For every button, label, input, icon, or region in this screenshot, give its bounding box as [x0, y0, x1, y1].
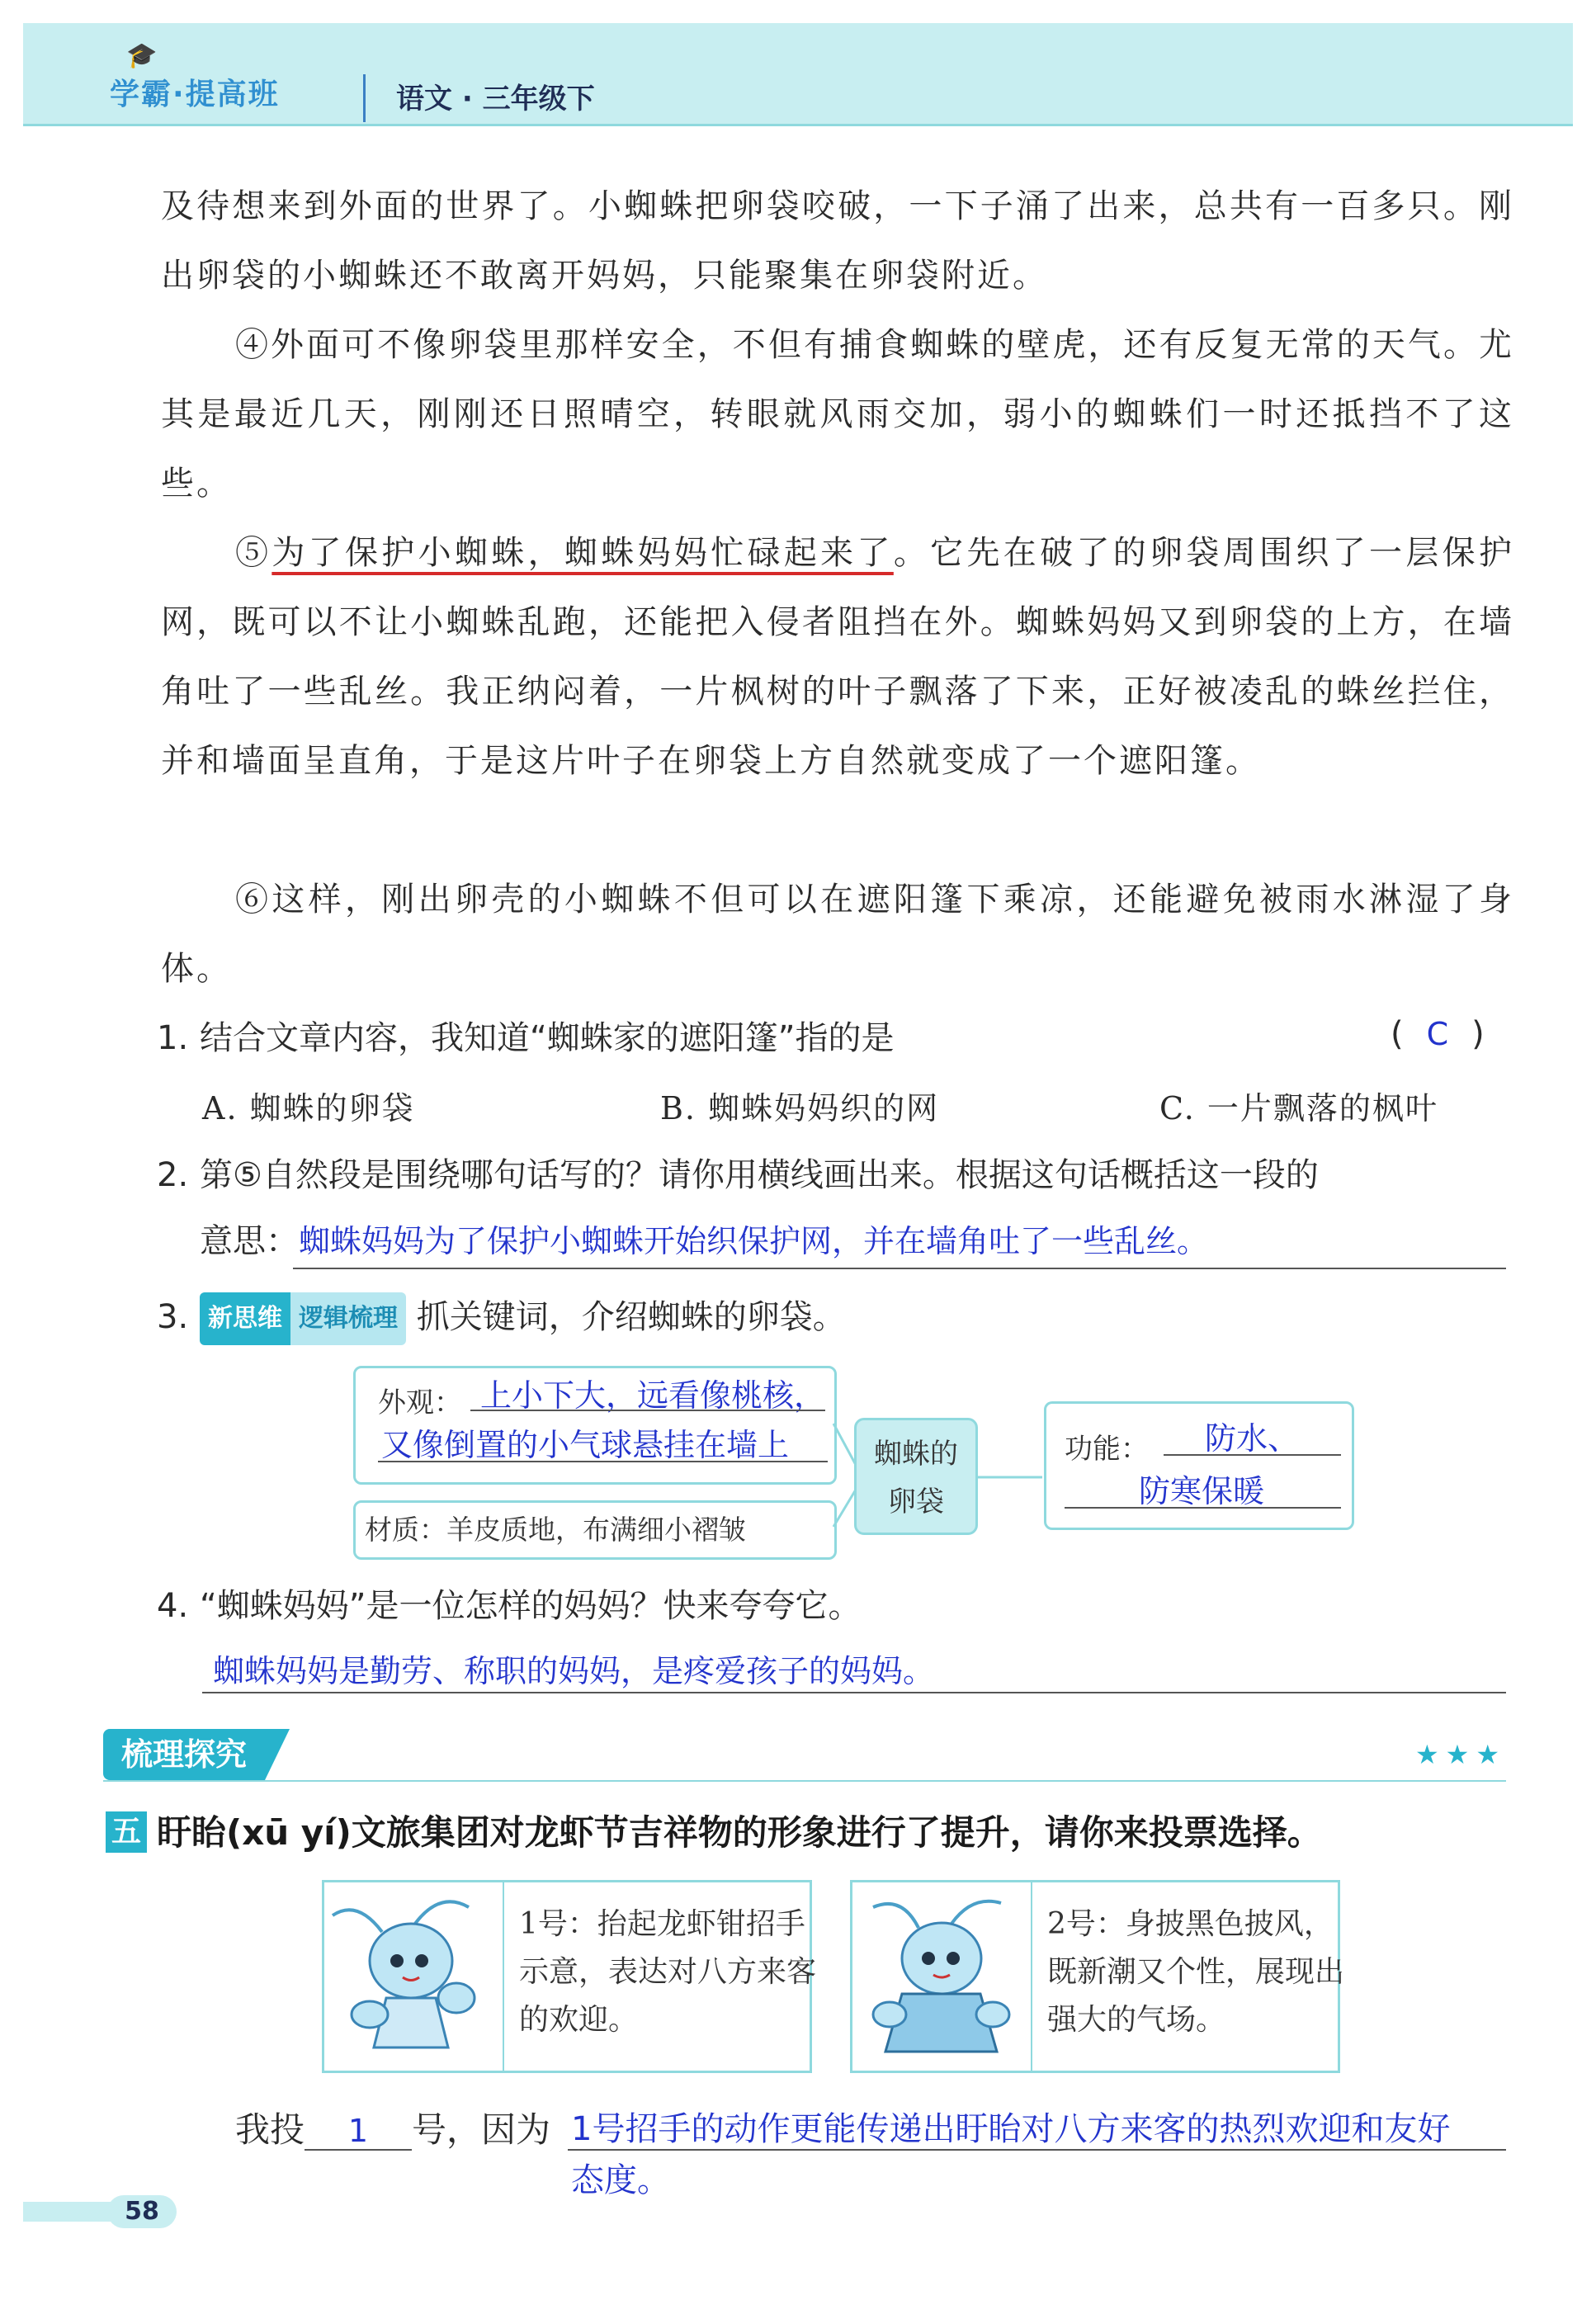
- appearance-line-1[interactable]: [470, 1410, 825, 1411]
- page-number-strip: [23, 2202, 114, 2222]
- function-line-2[interactable]: [1065, 1507, 1341, 1509]
- header-divider: [363, 74, 366, 122]
- function-answer-1: 防水、: [1205, 1420, 1300, 1457]
- graduation-cap-icon: 🎓: [126, 41, 158, 70]
- mascot-card-1[interactable]: [322, 1880, 817, 2073]
- question-1: [157, 1013, 894, 1063]
- brand-title: 学霸·提高班: [110, 78, 280, 111]
- lobster-mascot-waving-icon: [324, 1882, 503, 2071]
- question-1-number: 1.: [157, 1019, 189, 1057]
- question-3-text: 抓关键词，介绍蜘蛛的卵袋。: [416, 1298, 846, 1336]
- passage-paragraph-continued: 及待想来到外面的世界了。小蜘蛛把卵袋咬破，一下子涌了出来，总共有一百多只。刚出卵袋的小蜘蛛还不敢离开妈妈，只能聚集在卵袋附近。: [161, 187, 1514, 295]
- mascot-1-picture: [324, 1882, 504, 2071]
- paragraph-5-rest: 。它先在破了的卵袋周围织了一层保护网，既可以不让小蜘蛛乱跑，还能把入侵者阻挡在外。蜘蛛妈妈又到卵袋的上方，在墙角吐了一些乱丝。我正纳闷着，一片枫树的叶子飘落了下来，正好被凌乱的蛛丝拦住，并和墙面呈直角，于是这片叶子在卵袋上方自然就变成了一个遮阳篷。: [161, 534, 1515, 780]
- mascot-2-picture: [852, 1882, 1032, 2071]
- vote-prefix: 我投: [235, 2109, 305, 2150]
- vote-reason-line-2: 态度。: [571, 2161, 670, 2199]
- question-3: [157, 1292, 846, 1345]
- vote-reason-line-1: 1号招手的动作更能传递出盱眙对八方来客的热烈欢迎和友好: [571, 2110, 1451, 2148]
- material-text: 材质：羊皮质地，布满细小褶皱: [365, 1514, 746, 1546]
- question-4-text: “蜘蛛妈妈”是一位怎样的妈妈？快来夸夸它。: [200, 1587, 862, 1625]
- center-line-2: 卵袋: [888, 1485, 944, 1518]
- paragraph-5-number: ⑤: [235, 534, 272, 572]
- question-1-answer-bracket[interactable]: [1391, 1015, 1485, 1053]
- tag-logic: 逻辑梳理: [290, 1292, 406, 1345]
- option-b: B. 蜘蛛妈妈织的网: [660, 1090, 940, 1126]
- bracket-close: ): [1471, 1015, 1485, 1053]
- option-c: C. 一片飘落的枫叶: [1159, 1090, 1438, 1126]
- question-2-number: 2.: [157, 1156, 189, 1194]
- mascot-1-description: 1号：抬起龙虾钳招手示意，表达对八方来客的欢迎。: [519, 1907, 817, 2037]
- passage-paragraph-4: ④外面可不像卵袋里那样安全，不但有捕食蜘蛛的壁虎，还有反复无常的天气。尤其是最近几天，刚刚还日照晴空，转眼就风雨交加，弱小的蜘蛛们一时还抵挡不了这些。: [161, 326, 1514, 503]
- tag-new-thinking: 新思维: [200, 1292, 290, 1345]
- question-2: [157, 1150, 1319, 1200]
- passage-paragraph-5: [161, 518, 1514, 796]
- bracket-open: (: [1391, 1015, 1404, 1053]
- section-header: [103, 1729, 1506, 1782]
- vote-line: [235, 2103, 550, 2152]
- question-3-number: 3.: [157, 1298, 189, 1336]
- question-4-answer: 蜘蛛妈妈是勤劳、称职的妈妈，是疼爱孩子的妈妈。: [213, 1653, 935, 1689]
- page-header: [23, 23, 1573, 126]
- vote-middle: 号，因为: [412, 2109, 551, 2150]
- question-2-text: 第⑤自然段是围绕哪句话写的？请你用横线画出来。根据这句话概括这一段的: [200, 1156, 1319, 1194]
- lobster-mascot-cape-icon: [852, 1882, 1031, 2071]
- subject-title: 语文 · 三年级下: [396, 83, 595, 116]
- question-4-number: 4.: [157, 1587, 189, 1625]
- question-1-text: 结合文章内容，我知道“蜘蛛家的遮阳篷”指的是: [200, 1019, 895, 1057]
- appearance-answer-1: 上小下大，远看像桃核，: [480, 1377, 826, 1414]
- mindmap-center: [854, 1418, 978, 1535]
- vote-reason-underline[interactable]: [568, 2149, 1506, 2151]
- function-label: 功能：: [1065, 1433, 1149, 1466]
- question-2-answer-line[interactable]: [293, 1268, 1506, 1269]
- task-5-badge: 五: [106, 1811, 147, 1853]
- appearance-label: 外观：: [378, 1386, 462, 1419]
- question-2-prompt: 意思：: [200, 1222, 299, 1260]
- difficulty-stars: ★★★: [1414, 1739, 1506, 1770]
- task-5-text: 盱眙(xū yí)文旅集团对龙虾节吉祥物的形象进行了提升，请你来投票选择。: [157, 1812, 1322, 1853]
- question-4-answer-line[interactable]: [202, 1692, 1506, 1693]
- key-sentence-underlined: 为了保护小蜘蛛，蜘蛛妈妈忙碌起来了: [272, 534, 894, 572]
- question-2-line-2: [200, 1216, 1208, 1266]
- section-title: 梳理探究: [103, 1729, 265, 1780]
- question-2-answer: 蜘蛛妈妈为了保护小蜘蛛开始织保护网，并在墙角吐了一些乱丝。: [299, 1223, 1209, 1259]
- function-line-1[interactable]: [1164, 1454, 1341, 1456]
- page-number: 58: [107, 2195, 177, 2228]
- appearance-line-2[interactable]: [378, 1461, 828, 1462]
- mascot-card-2[interactable]: [850, 1880, 1345, 2073]
- question-1-answer: C: [1426, 1016, 1449, 1052]
- appearance-answer-2: 又像倒置的小气球悬挂在墙上: [381, 1427, 790, 1463]
- vote-answer[interactable]: 1: [305, 2113, 412, 2151]
- function-answer-2: 防寒保暖: [1139, 1473, 1265, 1509]
- center-line-1: 蜘蛛的: [874, 1438, 958, 1471]
- question-4: [157, 1581, 861, 1631]
- option-a: A. 蜘蛛的卵袋: [202, 1090, 415, 1126]
- mascot-2-description: 2号：身披黑色披风，既新潮又个性，展现出强大的气场。: [1047, 1907, 1345, 2037]
- passage-paragraph-6: ⑥这样，刚出卵壳的小蜘蛛不但可以在遮阳篷下乘凉，还能避免被雨水淋湿了身体。: [161, 881, 1514, 988]
